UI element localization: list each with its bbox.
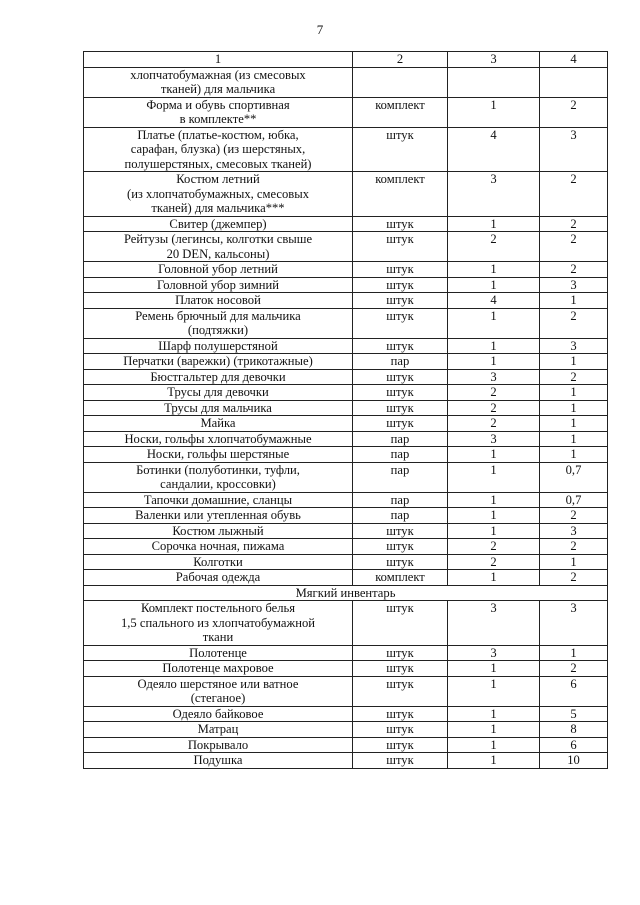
term-cell: 2 <box>540 262 608 278</box>
unit-cell: пар <box>353 508 448 524</box>
term-cell: 2 <box>540 308 608 338</box>
term-cell: 3 <box>540 127 608 172</box>
unit-cell: штук <box>353 706 448 722</box>
unit-cell: комплект <box>353 570 448 586</box>
quantity-cell: 1 <box>448 277 540 293</box>
item-name-cell: Перчатки (варежки) (трикотажные) <box>84 354 353 370</box>
inventory-table <box>83 51 608 769</box>
table-row <box>84 416 608 432</box>
item-name-cell: Колготки <box>84 554 353 570</box>
quantity-cell: 2 <box>448 232 540 262</box>
term-cell: 1 <box>540 293 608 309</box>
unit-cell: штук <box>353 232 448 262</box>
quantity-cell: 1 <box>448 492 540 508</box>
table-row <box>84 67 608 97</box>
term-cell: 3 <box>540 601 608 646</box>
quantity-cell: 1 <box>448 354 540 370</box>
item-name-cell: Ботинки (полуботинки, туфли, сандалии, кроссовки) <box>84 462 353 492</box>
term-cell: 3 <box>540 277 608 293</box>
table-row <box>84 338 608 354</box>
quantity-cell: 2 <box>448 400 540 416</box>
table-row <box>84 508 608 524</box>
term-cell: 5 <box>540 706 608 722</box>
table-row <box>84 293 608 309</box>
quantity-cell: 2 <box>448 385 540 401</box>
term-cell: 1 <box>540 447 608 463</box>
table-row <box>84 722 608 738</box>
term-cell: 1 <box>540 400 608 416</box>
quantity-cell: 1 <box>448 447 540 463</box>
item-name-cell: Валенки или утепленная обувь <box>84 508 353 524</box>
table-row <box>84 369 608 385</box>
term-cell: 6 <box>540 676 608 706</box>
term-cell: 2 <box>540 216 608 232</box>
term-cell: 0,7 <box>540 492 608 508</box>
quantity-cell: 3 <box>448 431 540 447</box>
unit-cell: пар <box>353 462 448 492</box>
quantity-cell: 1 <box>448 308 540 338</box>
item-name-cell: Комплект постельного белья 1,5 спального из хлопчатобумажной ткани <box>84 601 353 646</box>
term-cell: 1 <box>540 554 608 570</box>
table-row <box>84 216 608 232</box>
unit-cell: штук <box>353 338 448 354</box>
unit-cell: штук <box>353 645 448 661</box>
quantity-cell: 1 <box>448 508 540 524</box>
item-name-cell: Покрывало <box>84 737 353 753</box>
term-cell: 2 <box>540 539 608 555</box>
table-row <box>84 570 608 586</box>
unit-cell: штук <box>353 308 448 338</box>
unit-cell: пар <box>353 492 448 508</box>
item-name-cell: Бюстгальтер для девочки <box>84 369 353 385</box>
quantity-cell: 1 <box>448 722 540 738</box>
item-name-cell: Платок носовой <box>84 293 353 309</box>
term-cell: 2 <box>540 97 608 127</box>
table-row <box>84 661 608 677</box>
item-name-cell: Подушка <box>84 753 353 769</box>
item-name-cell: Одеяло шерстяное или ватное (стеганое) <box>84 676 353 706</box>
term-cell: 1 <box>540 645 608 661</box>
term-cell: 1 <box>540 431 608 447</box>
unit-cell: пар <box>353 431 448 447</box>
quantity-cell: 2 <box>448 539 540 555</box>
term-cell: 8 <box>540 722 608 738</box>
unit-cell: штук <box>353 722 448 738</box>
table-row <box>84 753 608 769</box>
table-row <box>84 232 608 262</box>
table-row <box>84 462 608 492</box>
quantity-cell: 4 <box>448 127 540 172</box>
table-row <box>84 706 608 722</box>
item-name-cell: Носки, гольфы хлопчатобумажные <box>84 431 353 447</box>
term-cell: 2 <box>540 570 608 586</box>
unit-cell: штук <box>353 277 448 293</box>
table-row <box>84 676 608 706</box>
table-row <box>84 431 608 447</box>
table-row <box>84 737 608 753</box>
item-name-cell: Тапочки домашние, сланцы <box>84 492 353 508</box>
table-row <box>84 645 608 661</box>
header-cell-4: 4 <box>540 52 608 68</box>
unit-cell: пар <box>353 447 448 463</box>
quantity-cell: 2 <box>448 416 540 432</box>
quantity-cell: 3 <box>448 172 540 217</box>
table-row <box>84 172 608 217</box>
quantity-cell: 1 <box>448 676 540 706</box>
quantity-cell: 1 <box>448 570 540 586</box>
unit-cell: штук <box>353 400 448 416</box>
section-row <box>84 585 608 601</box>
item-name-cell: Свитер (джемпер) <box>84 216 353 232</box>
quantity-cell: 1 <box>448 661 540 677</box>
header-row <box>84 52 608 68</box>
quantity-cell: 1 <box>448 737 540 753</box>
unit-cell: штук <box>353 737 448 753</box>
item-name-cell: Полотенце <box>84 645 353 661</box>
quantity-cell: 4 <box>448 293 540 309</box>
unit-cell: штук <box>353 385 448 401</box>
item-name-cell: Трусы для девочки <box>84 385 353 401</box>
item-name-cell: хлопчатобумажная (из смесовых тканей) для мальчика <box>84 67 353 97</box>
unit-cell: штук <box>353 216 448 232</box>
unit-cell: штук <box>353 539 448 555</box>
quantity-cell: 1 <box>448 216 540 232</box>
item-name-cell: Полотенце махровое <box>84 661 353 677</box>
table-row <box>84 400 608 416</box>
unit-cell <box>353 67 448 97</box>
term-cell: 2 <box>540 369 608 385</box>
section-title: Мягкий инвентарь <box>84 585 608 601</box>
quantity-cell: 3 <box>448 601 540 646</box>
item-name-cell: Костюм летний (из хлопчатобумажных, смесовых тканей) для мальчика*** <box>84 172 353 217</box>
item-name-cell: Носки, гольфы шерстяные <box>84 447 353 463</box>
unit-cell: комплект <box>353 97 448 127</box>
unit-cell: пар <box>353 354 448 370</box>
term-cell: 2 <box>540 172 608 217</box>
unit-cell: штук <box>353 127 448 172</box>
item-name-cell: Рабочая одежда <box>84 570 353 586</box>
item-name-cell: Ремень брючный для мальчика (подтяжки) <box>84 308 353 338</box>
table-row <box>84 447 608 463</box>
term-cell: 1 <box>540 416 608 432</box>
table-row <box>84 354 608 370</box>
item-name-cell: Рейтузы (легинсы, колготки свыше 20 DEN, кальсоны) <box>84 232 353 262</box>
table-row <box>84 539 608 555</box>
quantity-cell: 1 <box>448 706 540 722</box>
quantity-cell: 1 <box>448 523 540 539</box>
unit-cell: комплект <box>353 172 448 217</box>
header-cell-2: 2 <box>353 52 448 68</box>
term-cell: 6 <box>540 737 608 753</box>
unit-cell: штук <box>353 262 448 278</box>
term-cell: 0,7 <box>540 462 608 492</box>
item-name-cell: Шарф полушерстяной <box>84 338 353 354</box>
item-name-cell: Форма и обувь спортивная в комплекте** <box>84 97 353 127</box>
table-row <box>84 308 608 338</box>
quantity-cell: 1 <box>448 753 540 769</box>
unit-cell: штук <box>353 293 448 309</box>
header-cell-3: 3 <box>448 52 540 68</box>
unit-cell: штук <box>353 753 448 769</box>
quantity-cell: 1 <box>448 338 540 354</box>
page-number: 7 <box>316 22 324 37</box>
quantity-cell: 1 <box>448 462 540 492</box>
item-name-cell: Майка <box>84 416 353 432</box>
term-cell: 3 <box>540 338 608 354</box>
item-name-cell: Костюм лыжный <box>84 523 353 539</box>
quantity-cell: 2 <box>448 554 540 570</box>
term-cell: 2 <box>540 232 608 262</box>
item-name-cell: Платье (платье-костюм, юбка, сарафан, блузка) (из шерстяных, полушерстяных, смесовых тканей) <box>84 127 353 172</box>
table-row <box>84 523 608 539</box>
term-cell: 2 <box>540 661 608 677</box>
term-cell <box>540 67 608 97</box>
quantity-cell: 1 <box>448 262 540 278</box>
table-row <box>84 97 608 127</box>
unit-cell: штук <box>353 369 448 385</box>
table-row <box>84 385 608 401</box>
term-cell: 3 <box>540 523 608 539</box>
unit-cell: штук <box>353 676 448 706</box>
item-name-cell: Головной убор зимний <box>84 277 353 293</box>
item-name-cell: Сорочка ночная, пижама <box>84 539 353 555</box>
table-row <box>84 554 608 570</box>
table-row <box>84 262 608 278</box>
quantity-cell: 1 <box>448 97 540 127</box>
table-row <box>84 277 608 293</box>
term-cell: 1 <box>540 385 608 401</box>
table-row <box>84 601 608 646</box>
term-cell: 1 <box>540 354 608 370</box>
item-name-cell: Головной убор летний <box>84 262 353 278</box>
table-row <box>84 127 608 172</box>
unit-cell: штук <box>353 661 448 677</box>
unit-cell: штук <box>353 523 448 539</box>
table-row <box>84 492 608 508</box>
quantity-cell: 3 <box>448 645 540 661</box>
quantity-cell <box>448 67 540 97</box>
item-name-cell: Трусы для мальчика <box>84 400 353 416</box>
term-cell: 2 <box>540 508 608 524</box>
quantity-cell: 3 <box>448 369 540 385</box>
term-cell: 10 <box>540 753 608 769</box>
item-name-cell: Матрац <box>84 722 353 738</box>
unit-cell: штук <box>353 554 448 570</box>
unit-cell: штук <box>353 416 448 432</box>
item-name-cell: Одеяло байковое <box>84 706 353 722</box>
unit-cell: штук <box>353 601 448 646</box>
header-cell-1: 1 <box>84 52 353 68</box>
